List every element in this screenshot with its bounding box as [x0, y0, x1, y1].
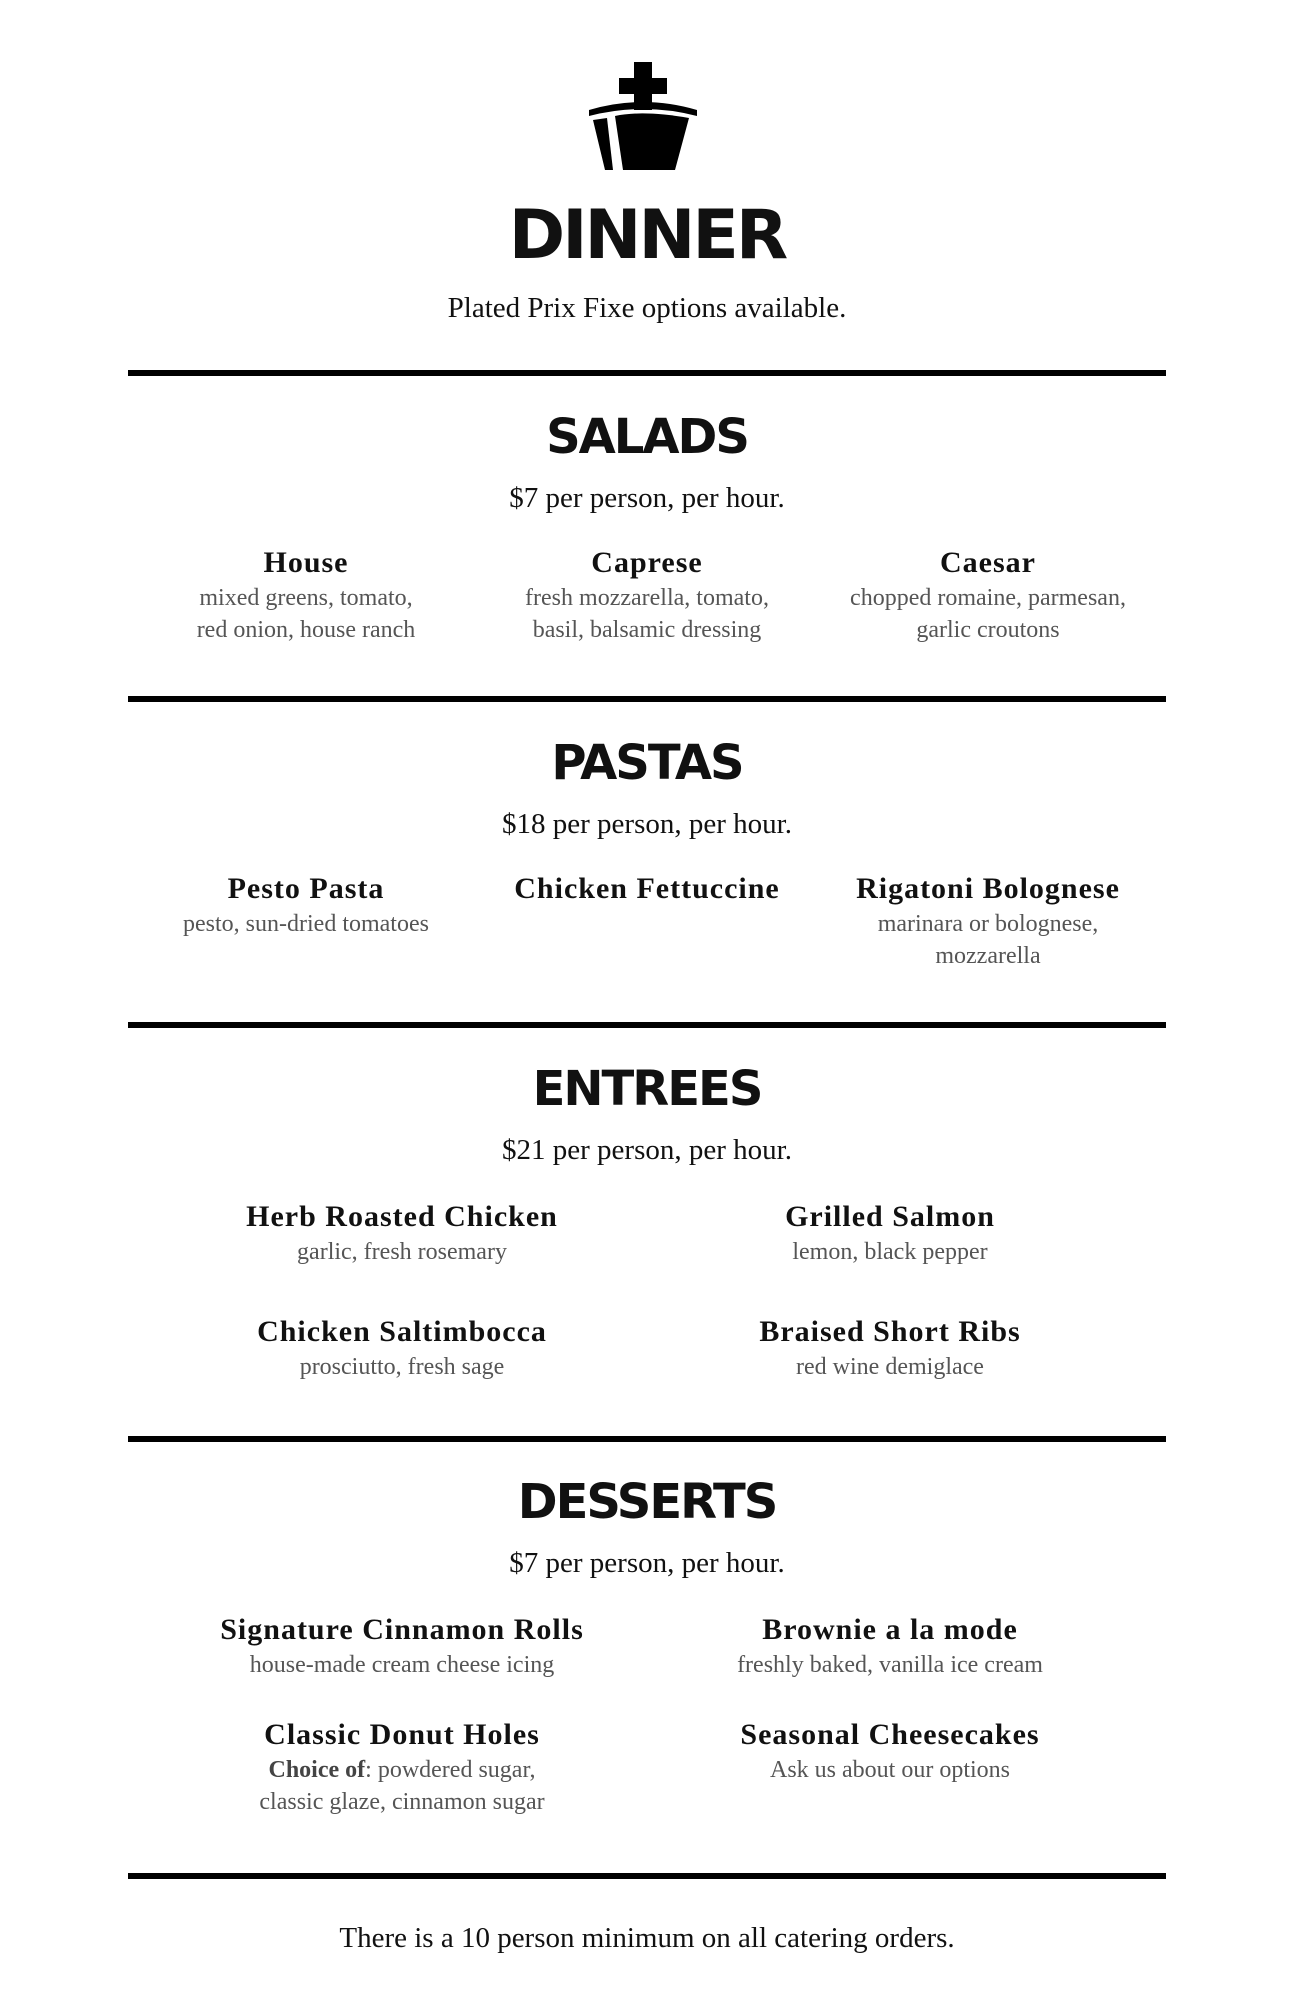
- item-name: House: [263, 546, 349, 579]
- divider: [128, 370, 1166, 376]
- menu-item-donut-holes: [172, 1716, 632, 1818]
- pastas-price: $18 per person, per hour.: [502, 808, 792, 840]
- item-description: red wine demiglace: [796, 1354, 984, 1380]
- item-description: garlic, fresh rosemary: [297, 1239, 507, 1265]
- item-name: Chicken Fettuccine: [514, 872, 780, 905]
- entrees-section-title: ENTREES: [532, 1061, 762, 1117]
- item-description: Ask us about our options: [770, 1757, 1010, 1783]
- menu-item-rigatoni-bolognese: [798, 870, 1178, 972]
- item-description: mixed greens, tomato, red onion, house ranch: [196, 585, 416, 643]
- desserts-price: $7 per person, per hour.: [509, 1547, 785, 1579]
- menu-item-seasonal-cheesecakes: [660, 1716, 1120, 1786]
- menu-item-chicken-fettuccine: [457, 870, 837, 908]
- item-name: Herb Roasted Chicken: [246, 1200, 558, 1233]
- menu-item-house-salad: [116, 544, 496, 646]
- item-description: lemon, black pepper: [792, 1239, 988, 1265]
- item-description: house-made cream cheese icing: [249, 1652, 555, 1678]
- salads-section-title: SALADS: [546, 409, 748, 465]
- item-name: Chicken Saltimbocca: [257, 1315, 547, 1348]
- item-description: Choice of: powdered sugar, classic glaze, cinnamon sugar: [259, 1757, 545, 1815]
- item-name: Pesto Pasta: [227, 872, 385, 905]
- item-description: fresh mozzarella, tomato, basil, balsamic dressing: [525, 585, 769, 643]
- item-description: chopped romaine, parmesan, garlic croutons: [850, 585, 1126, 643]
- menu-item-braised-short-ribs: [700, 1313, 1080, 1383]
- item-description: prosciutto, fresh sage: [299, 1354, 505, 1380]
- pastas-section-title: PASTAS: [551, 735, 743, 791]
- menu-item-cinnamon-rolls: [172, 1611, 632, 1681]
- crown-logo-icon: [587, 60, 699, 172]
- menu-item-chicken-saltimbocca: [212, 1313, 592, 1383]
- footer-note: There is a 10 person minimum on all catering orders.: [339, 1922, 955, 1954]
- divider: [128, 1022, 1166, 1028]
- item-name: Caprese: [591, 546, 703, 579]
- item-name: Brownie a la mode: [762, 1613, 1018, 1646]
- item-name: Braised Short Ribs: [759, 1315, 1021, 1348]
- menu-subtitle: Plated Prix Fixe options available.: [447, 292, 847, 324]
- item-name: Seasonal Cheesecakes: [740, 1718, 1040, 1751]
- item-description: pesto, sun-dried tomatoes: [183, 911, 429, 937]
- salads-price: $7 per person, per hour.: [509, 482, 785, 514]
- menu-item-brownie-a-la-mode: [660, 1611, 1120, 1681]
- item-name: Rigatoni Bolognese: [856, 872, 1120, 905]
- item-description: marinara or bolognese, mozzarella: [877, 911, 1099, 969]
- entrees-price: $21 per person, per hour.: [502, 1134, 792, 1166]
- item-name: Signature Cinnamon Rolls: [220, 1613, 584, 1646]
- menu-item-caprese-salad: [457, 544, 837, 646]
- menu-item-pesto-pasta: [116, 870, 496, 940]
- divider: [128, 696, 1166, 702]
- menu-item-herb-roasted-chicken: [212, 1198, 592, 1268]
- menu-item-grilled-salmon: [700, 1198, 1080, 1268]
- menu-title: DINNER: [508, 196, 786, 275]
- divider: [128, 1436, 1166, 1442]
- item-name: Grilled Salmon: [785, 1200, 995, 1233]
- item-description: freshly baked, vanilla ice cream: [737, 1652, 1043, 1678]
- item-name: Classic Donut Holes: [264, 1718, 540, 1751]
- desserts-section-title: DESSERTS: [517, 1474, 777, 1530]
- menu-item-caesar-salad: [798, 544, 1178, 646]
- divider: [128, 1873, 1166, 1879]
- item-name: Caesar: [940, 546, 1036, 579]
